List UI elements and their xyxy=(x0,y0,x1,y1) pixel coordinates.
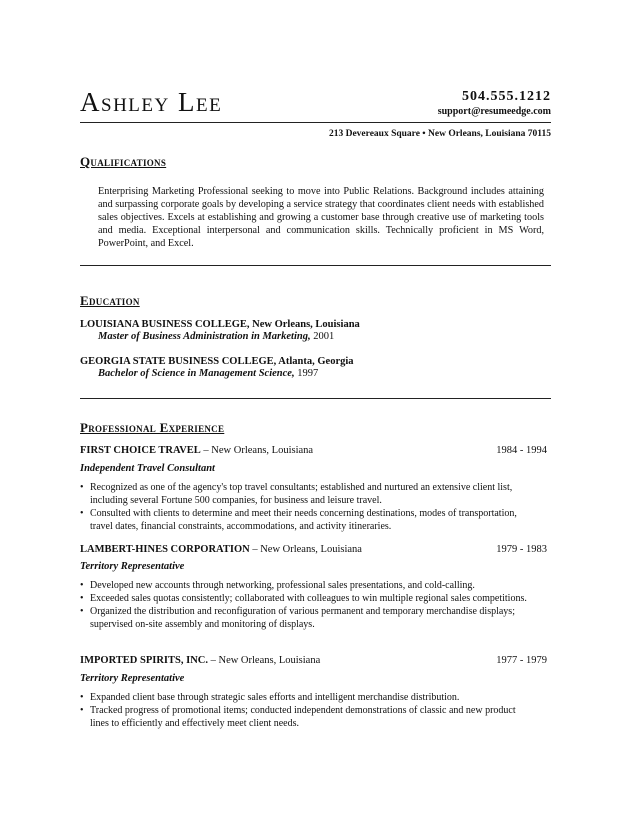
list-item xyxy=(80,605,530,631)
company-name: LAMBERT-HINES CORPORATION xyxy=(80,544,250,555)
list-item xyxy=(80,481,530,507)
job-employer xyxy=(80,655,320,666)
job-bullets xyxy=(80,481,530,533)
qualifications-summary: Enterprising Marketing Professional seeking to move into Public Relations. Background includes attaining and surpassing corporate goals by developing a service strategy that coordinates client needs with established sales objectives. Excels at establishing and growing a customer base through creative use of marketing tools and media. Exceptional interpersonal and communication skills. Technically proficient in MS Word, PowerPoint, and Excel. xyxy=(98,186,544,249)
company-location: – New Orleans, Louisiana xyxy=(207,655,321,666)
job-bullets xyxy=(80,579,530,631)
degree-year: 2001 xyxy=(310,331,335,342)
job-employer xyxy=(80,445,313,456)
job-header xyxy=(80,544,551,555)
education-school: LOUISIANA BUSINESS COLLEGE, New Orleans, Louisiana xyxy=(80,319,360,330)
experience-heading: Professional Experience xyxy=(80,420,225,435)
job-employer xyxy=(80,544,362,555)
bullet-icon: • xyxy=(80,692,84,703)
phone-number: 504.555.1212 xyxy=(462,89,551,104)
bullet-text: Developed new accounts through networking, professional sales presentations, and cold-calling. xyxy=(90,580,475,591)
degree-name: Bachelor of Science in Management Science, xyxy=(98,368,295,379)
bullet-icon: • xyxy=(80,580,84,591)
job-dates: 1979 - 1983 xyxy=(496,544,547,555)
header-divider xyxy=(80,122,551,123)
list-item xyxy=(80,579,530,592)
company-location: – New Orleans, Louisiana xyxy=(249,544,362,555)
company-location: – New Orleans, Louisiana xyxy=(200,445,314,456)
list-item xyxy=(80,691,530,704)
job-header xyxy=(80,445,551,456)
list-item xyxy=(80,704,530,730)
bullet-icon: • xyxy=(80,482,84,493)
email-address: support@resumeedge.com xyxy=(437,106,551,117)
degree-year: 1997 xyxy=(294,368,319,379)
bullet-icon: • xyxy=(80,593,84,604)
list-item xyxy=(80,507,530,533)
qualifications-heading: Qualifications xyxy=(80,154,167,169)
bullet-icon: • xyxy=(80,705,84,716)
bullet-text: Recognized as one of the agency's top travel consultants; established and nurtured an extensive client list, including several Fortune 500 companies, for business and leisure travel. xyxy=(90,482,513,506)
job-title: Territory Representative xyxy=(80,673,185,684)
education-degree xyxy=(98,331,334,342)
degree-name: Master of Business Administration in Marketing, xyxy=(98,331,311,342)
job-dates: 1977 - 1979 xyxy=(496,655,547,666)
candidate-name: Ashley Lee xyxy=(80,87,223,117)
bullet-icon: • xyxy=(80,508,84,519)
education-heading: Education xyxy=(80,293,140,308)
bullet-icon: • xyxy=(80,606,84,617)
bullet-text: Tracked progress of promotional items; conducted independent demonstrations of classic and new product lines to efficiently and effectively meet client needs. xyxy=(90,705,516,729)
job-title: Independent Travel Consultant xyxy=(80,463,215,474)
section-divider xyxy=(80,398,551,399)
bullet-text: Consulted with clients to determine and meet their needs concerning destinations, modes of transportation, travel dates, financial constraints, accommodations, and activity itineraries. xyxy=(90,508,517,532)
company-name: IMPORTED SPIRITS, INC. xyxy=(80,655,208,666)
list-item xyxy=(80,592,530,605)
company-name: FIRST CHOICE TRAVEL xyxy=(80,445,201,456)
job-header xyxy=(80,655,551,666)
job-bullets xyxy=(80,691,530,730)
street-address: 213 Devereaux Square • New Orleans, Louisiana 70115 xyxy=(328,129,551,139)
resume-page xyxy=(14,9,614,799)
education-degree xyxy=(98,368,318,379)
bullet-text: Exceeded sales quotas consistently; collaborated with colleagues to win multiple regional sales competitions. xyxy=(90,593,527,604)
job-title: Territory Representative xyxy=(80,561,185,572)
education-school: GEORGIA STATE BUSINESS COLLEGE, Atlanta, Georgia xyxy=(80,356,354,367)
bullet-text: Organized the distribution and reconfiguration of various permanent and temporary merchandise displays; supervised on-site assembly and monitoring of displays. xyxy=(90,606,515,630)
section-divider xyxy=(80,265,551,266)
bullet-text: Expanded client base through strategic sales efforts and intelligent merchandise distribution. xyxy=(90,692,460,703)
job-dates: 1984 - 1994 xyxy=(496,445,547,456)
